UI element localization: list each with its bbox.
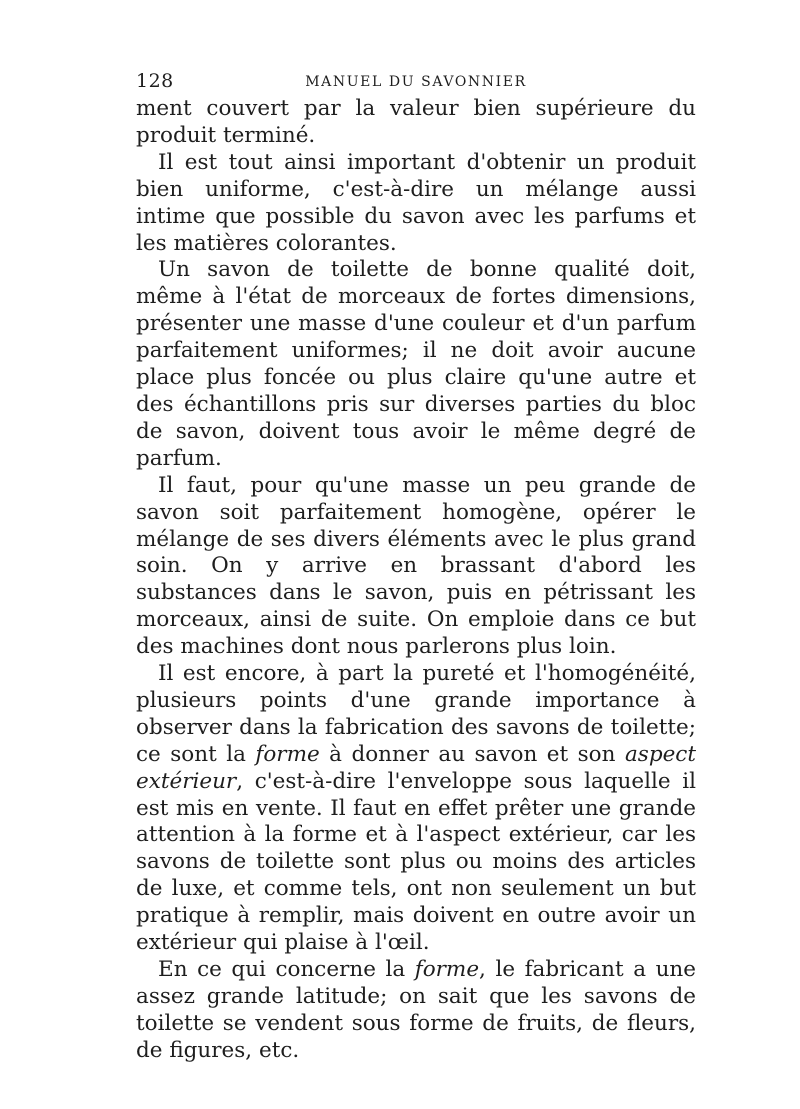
paragraph-6 bbox=[136, 957, 696, 1065]
paragraph-1: ment couvert par la valeur bien supérieure du produit terminé. bbox=[136, 96, 696, 148]
paragraph-2: Il est tout ainsi important d'obtenir un produit bien uniforme, c'est-à-dire un mélange aussi intime que possible du savon avec les parfums et les matières colorantes. bbox=[136, 149, 696, 256]
book-page bbox=[136, 66, 696, 1065]
running-title: MANUEL DU SAVONNIER bbox=[305, 74, 527, 90]
body-text bbox=[136, 96, 696, 1065]
paragraph-5-text-b: à donner au savon et son bbox=[319, 741, 625, 767]
paragraph-5-text-c: , c'est-à-dire l'enveloppe sous laquelle il est mis en vente. Il faut en effet prêter une grande attention à la forme et à l'aspect extérieur, car les savons de toilette sont plus ou moins des articles de luxe, et comme tels, ont non seulement un but pratique à remplir, mais doivent en outre avoir un extérieur qui plaise à l'œil. bbox=[136, 768, 696, 956]
paragraph-3: Un savon de toilette de bonne qualité doit, même à l'état de morceaux de fortes dimensions, présenter une masse d'une couleur et d'un parfum parfaitement uniformes; il ne doit avoir aucune place plus foncée ou plus claire qu'une autre et des échantillons pris sur diverses parties du bloc de savon, doivent tous avoir le même degré de parfum. bbox=[136, 257, 696, 471]
paragraph-5-text-a: Il est encore, à part la pureté et l'homogénéité, plusieurs points d'une grande importance à observer dans la fabrication des savons de toilette; ce sont la bbox=[136, 661, 696, 767]
paragraph-6-text-a: En ce qui concerne la bbox=[158, 957, 415, 982]
paragraph-5-emphasis-aspect: aspect extérieur bbox=[136, 741, 696, 794]
paragraph-6-emphasis-forme: forme bbox=[414, 957, 480, 982]
paragraph-6-text-b: , le fabricant a une assez grande latitude; on sait que les savons de toilette se vendent sous forme de fruits, de fleurs, de figures, etc. bbox=[136, 957, 697, 1063]
paragraph-4: Il faut, pour qu'une masse un peu grande de savon soit parfaitement homogène, opérer le mélange de ses divers éléments avec le plus grand soin. On y arrive en brassant d'abord les substances dans le savon, puis en pétrissant les morceaux, ainsi de suite. On emploie dans ce but des machines dont nous parlerons plus loin. bbox=[136, 472, 696, 660]
page-number: 128 bbox=[136, 70, 174, 92]
paragraph-5-emphasis-forme: forme bbox=[255, 741, 320, 767]
running-head bbox=[136, 66, 696, 96]
paragraph-5 bbox=[136, 661, 696, 957]
